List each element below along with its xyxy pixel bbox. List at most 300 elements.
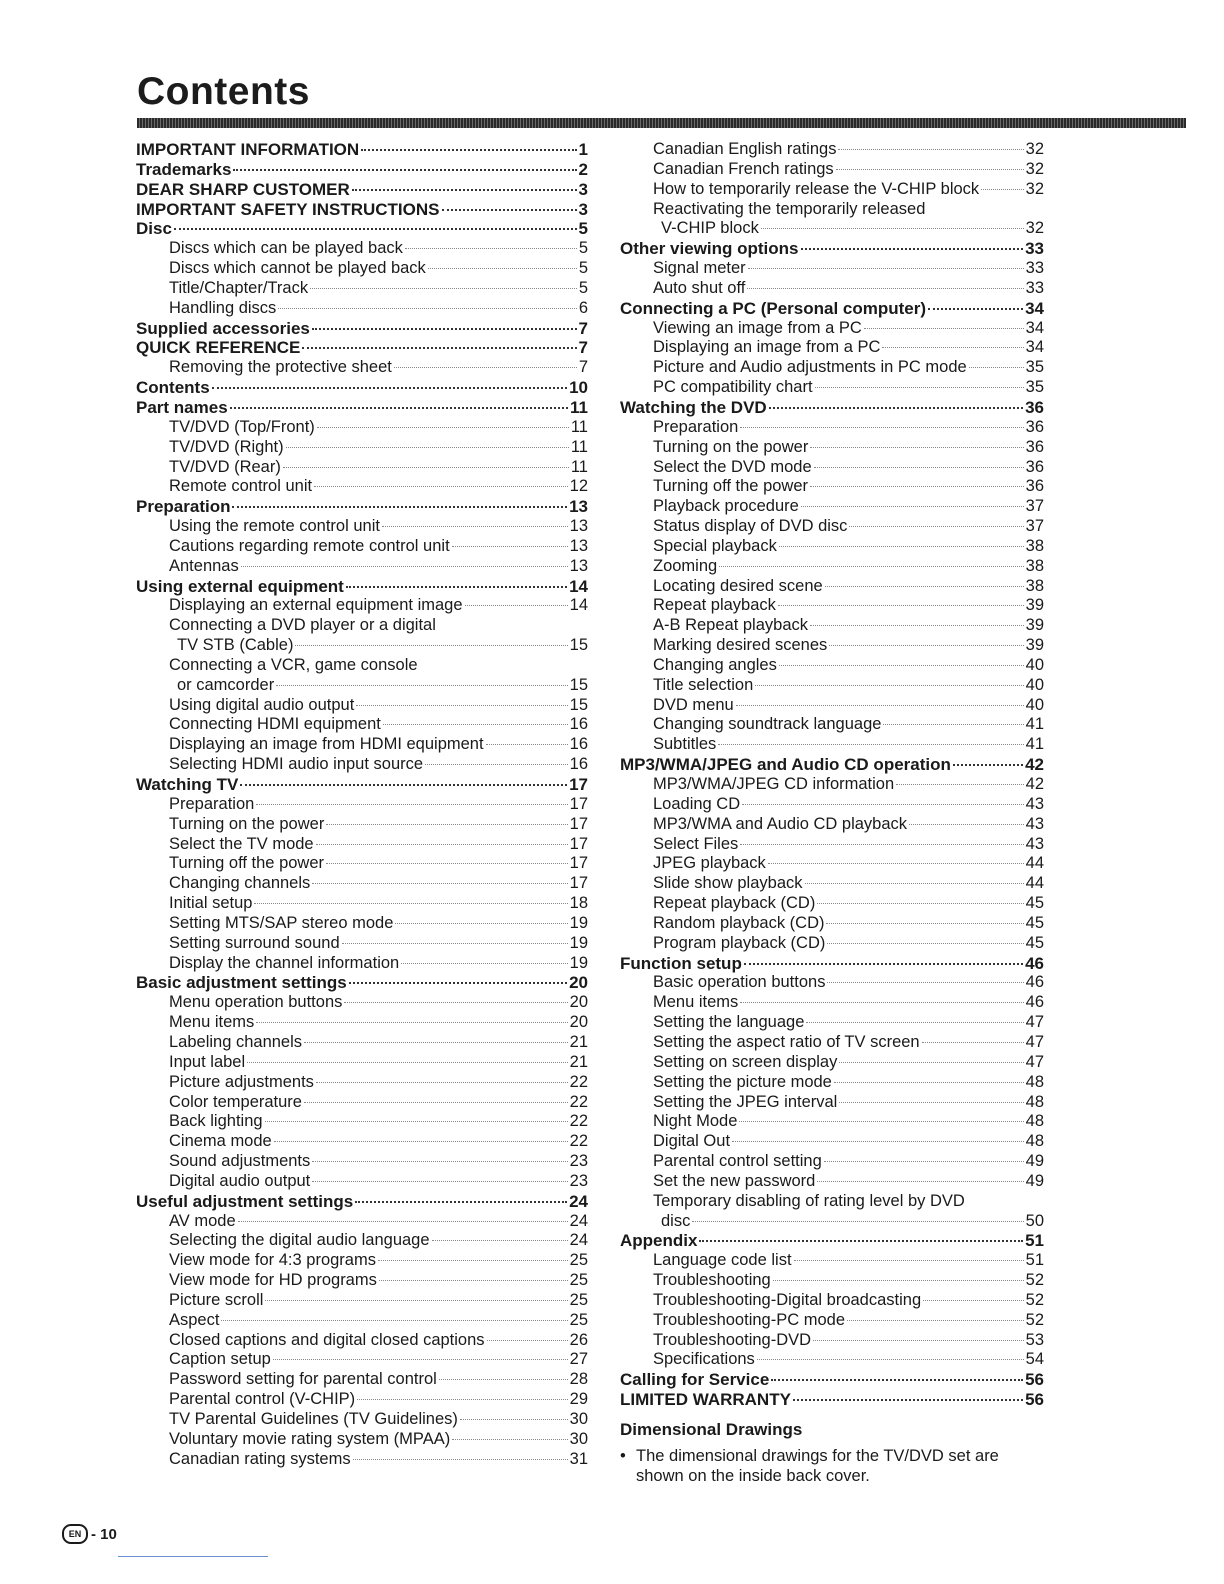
toc-entry-page: 44 <box>1025 854 1044 873</box>
toc-entry[interactable] <box>620 537 1044 557</box>
dot-leader <box>276 685 567 686</box>
dot-leader <box>806 1022 1023 1023</box>
dot-leader <box>212 387 567 389</box>
toc-entry-title: PC compatibility chart <box>653 378 813 397</box>
dot-leader <box>740 427 1023 428</box>
toc-entry-title: Playback procedure <box>653 497 799 516</box>
toc-section-entry[interactable] <box>136 338 588 358</box>
toc-entry-title: Aspect <box>169 1310 220 1329</box>
toc-entry[interactable] <box>620 438 1044 458</box>
toc-entry[interactable] <box>136 1370 588 1390</box>
toc-entry[interactable] <box>136 854 588 874</box>
dot-leader <box>256 804 567 805</box>
toc-entry[interactable] <box>620 279 1044 299</box>
toc-entry-title: Disc <box>136 219 172 239</box>
toc-entry[interactable] <box>136 596 588 616</box>
toc-entry-page: 30 <box>569 1429 588 1448</box>
toc-entry[interactable] <box>620 219 1044 239</box>
toc-entry-page: 43 <box>1025 794 1044 813</box>
dot-leader <box>241 566 568 567</box>
toc-entry[interactable] <box>620 557 1044 577</box>
toc-entry[interactable] <box>136 914 588 934</box>
toc-entry[interactable] <box>136 1450 588 1470</box>
toc-entry-page: 32 <box>1025 159 1044 178</box>
toc-entry[interactable] <box>620 1013 1044 1033</box>
toc-section-entry[interactable] <box>136 219 588 239</box>
toc-entry-page: 15 <box>569 675 588 694</box>
toc-entry-title: Title selection <box>653 675 754 694</box>
dot-leader <box>834 1082 1024 1083</box>
toc-entry[interactable] <box>136 537 588 557</box>
toc-entry-page: 32 <box>1025 219 1044 238</box>
dot-leader <box>312 1181 567 1182</box>
toc-entry-page: 33 <box>1025 278 1044 297</box>
toc-entry[interactable] <box>136 735 588 755</box>
toc-entry[interactable] <box>136 934 588 954</box>
toc-entry-page: 16 <box>569 735 588 754</box>
toc-section-entry[interactable] <box>620 755 1044 775</box>
toc-entry-page: 34 <box>1025 298 1044 318</box>
toc-entry[interactable] <box>620 338 1044 358</box>
toc-entry[interactable] <box>620 1311 1044 1331</box>
toc-entry[interactable] <box>620 140 1044 160</box>
toc-section-entry[interactable] <box>136 577 588 597</box>
toc-entry-title: Password setting for parental control <box>169 1370 437 1389</box>
toc-entry-page: 34 <box>1025 338 1044 357</box>
toc-entry-page: 42 <box>1025 775 1044 793</box>
toc-entry[interactable] <box>136 1350 588 1370</box>
toc-entry[interactable] <box>620 1073 1044 1093</box>
toc-entry-title: TV/DVD (Top/Front) <box>169 417 315 436</box>
toc-entry[interactable] <box>620 874 1044 894</box>
toc-entry[interactable] <box>136 894 588 914</box>
dot-leader <box>316 844 568 845</box>
toc-entry-page: 36 <box>1025 437 1044 456</box>
dimensional-drawings-text: The dimensional drawings for the TV/DVD set are shown on the inside back cover. <box>636 1447 999 1485</box>
dot-leader <box>265 1300 567 1301</box>
toc-entry-page: 35 <box>1025 358 1044 377</box>
toc-entry[interactable] <box>620 577 1044 597</box>
toc-entry[interactable] <box>136 1112 588 1132</box>
toc-entry[interactable] <box>136 239 588 259</box>
toc-entry-title: Picture and Audio adjustments in PC mode <box>653 358 967 377</box>
toc-entry-page: 22 <box>569 1112 588 1131</box>
toc-section-entry[interactable] <box>136 140 588 160</box>
toc-entry[interactable] <box>620 1033 1044 1053</box>
toc-entry-page: 20 <box>569 1013 588 1032</box>
toc-entry-page: 51 <box>1025 1231 1044 1251</box>
toc-entry[interactable] <box>136 1212 588 1232</box>
dot-leader <box>312 328 577 330</box>
dot-leader <box>304 1042 568 1043</box>
toc-entry[interactable] <box>136 815 588 835</box>
toc-entry-title: Marking desired scenes <box>653 636 828 655</box>
toc-entry-title: Using digital audio output <box>169 695 355 714</box>
toc-entry-page: 52 <box>1025 1310 1044 1329</box>
dot-leader <box>742 804 1024 805</box>
dot-leader <box>747 288 1023 289</box>
toc-entry[interactable] <box>620 894 1044 914</box>
toc-entry[interactable] <box>620 1271 1044 1291</box>
toc-entry-title: Canadian French ratings <box>653 159 834 178</box>
toc-entry-title: MP3/WMA/JPEG and Audio CD operation <box>620 755 951 775</box>
toc-entry[interactable] <box>620 319 1044 339</box>
toc-entry-page: 33 <box>1025 239 1044 259</box>
dot-leader <box>256 1022 567 1023</box>
toc-entry[interactable] <box>136 477 588 497</box>
toc-entry-title: Basic adjustment settings <box>136 973 347 993</box>
toc-entry[interactable] <box>620 378 1044 398</box>
toc-entry-title: TV/DVD (Rear) <box>169 457 281 476</box>
bullet-icon: • <box>620 1447 626 1465</box>
toc-entry[interactable] <box>136 1073 588 1093</box>
toc-entry[interactable] <box>136 438 588 458</box>
toc-entry-page: 28 <box>569 1370 588 1389</box>
dot-leader <box>405 248 577 249</box>
toc-entry-page: 37 <box>1025 497 1044 516</box>
toc-entry-page: 17 <box>569 775 588 794</box>
toc-entry-title: Remote control unit <box>169 477 313 496</box>
toc-entry-page: 27 <box>569 1350 588 1369</box>
toc-entry[interactable] <box>136 279 588 299</box>
dot-leader <box>428 268 577 269</box>
dot-leader <box>439 1379 568 1380</box>
toc-entry[interactable] <box>620 477 1044 497</box>
toc-entry[interactable] <box>136 954 588 974</box>
toc-entry-page: 36 <box>1025 417 1044 436</box>
toc-entry[interactable] <box>620 1093 1044 1113</box>
toc-entry-page: 6 <box>578 298 588 317</box>
toc-entry[interactable] <box>136 1093 588 1113</box>
toc-entry[interactable] <box>136 1251 588 1271</box>
dot-leader <box>981 189 1023 190</box>
toc-entry[interactable] <box>620 1132 1044 1152</box>
toc-entry[interactable] <box>136 1390 588 1410</box>
toc-entry-page: 36 <box>1025 397 1044 417</box>
toc-entry-title: Select the TV mode <box>169 834 314 853</box>
toc-entry-page: 48 <box>1025 1072 1044 1091</box>
toc-entry-page: 19 <box>569 953 588 972</box>
dot-leader <box>312 883 567 884</box>
toc-entry-title: Removing the protective sheet <box>169 358 392 377</box>
page-number <box>62 1524 117 1544</box>
toc-entry[interactable] <box>136 1271 588 1291</box>
toc-entry[interactable] <box>136 1311 588 1331</box>
toc-entry[interactable] <box>136 418 588 438</box>
toc-entry-page: 17 <box>569 814 588 833</box>
toc-entry[interactable] <box>136 1132 588 1152</box>
toc-entry-page: 19 <box>569 933 588 952</box>
toc-entry[interactable] <box>136 259 588 279</box>
toc-entry-title: Repeat playback <box>653 596 776 615</box>
dot-leader <box>382 526 568 527</box>
dot-leader <box>768 863 1024 864</box>
toc-entry[interactable] <box>136 835 588 855</box>
toc-entry-title: Changing soundtrack language <box>653 715 882 734</box>
toc-entry-page: 17 <box>569 794 588 813</box>
toc-entry-page: 5 <box>578 259 588 278</box>
dot-leader <box>452 546 568 547</box>
dot-leader <box>312 1161 567 1162</box>
toc-entry-page: 53 <box>1025 1330 1044 1349</box>
dot-leader <box>310 288 577 289</box>
toc-entry-title: AV mode <box>169 1211 236 1230</box>
dimensional-drawings-note <box>620 1446 1050 1486</box>
toc-entry[interactable] <box>620 775 1044 795</box>
dot-leader <box>316 1082 568 1083</box>
title-rule <box>137 118 1186 128</box>
toc-entry[interactable] <box>620 596 1044 616</box>
toc-entry[interactable] <box>136 517 588 537</box>
dot-leader <box>274 1141 568 1142</box>
dot-leader <box>487 1340 568 1341</box>
toc-entry-title: DEAR SHARP CUSTOMER <box>136 179 350 199</box>
toc-entry[interactable] <box>136 1331 588 1351</box>
toc-entry[interactable] <box>620 1152 1044 1172</box>
toc-entry-page: 3 <box>578 199 588 219</box>
dot-leader <box>356 705 567 706</box>
toc-entry-title: Contents <box>136 378 210 398</box>
toc-entry[interactable] <box>620 1251 1044 1271</box>
toc-entry[interactable] <box>620 160 1044 180</box>
toc-entry-title: Connecting HDMI equipment <box>169 715 381 734</box>
toc-entry-page: 25 <box>569 1251 588 1270</box>
toc-entry[interactable] <box>620 656 1044 676</box>
toc-entry[interactable] <box>136 1033 588 1053</box>
toc-entry-title: Calling for Service <box>620 1370 770 1390</box>
toc-entry-wrapped-line: Connecting a DVD player or a digital <box>169 616 436 635</box>
toc-entry-title: Digital audio output <box>169 1171 311 1190</box>
toc-entry-page: 16 <box>569 715 588 734</box>
dot-leader <box>230 407 568 409</box>
toc-entry-title: Turning on the power <box>653 437 809 456</box>
toc-section-entry[interactable] <box>136 378 588 398</box>
dot-leader <box>755 685 1023 686</box>
toc-section-entry[interactable] <box>136 497 588 517</box>
toc-entry[interactable] <box>620 914 1044 934</box>
toc-entry-page: 43 <box>1025 814 1044 833</box>
dot-leader <box>353 1459 568 1460</box>
dot-leader <box>432 1240 568 1241</box>
toc-section-entry[interactable] <box>620 239 1044 259</box>
toc-entry[interactable] <box>136 993 588 1013</box>
toc-entry-page: 29 <box>569 1390 588 1409</box>
dot-leader <box>805 883 1024 884</box>
toc-entry[interactable] <box>620 616 1044 636</box>
toc-entry[interactable] <box>620 1053 1044 1073</box>
toc-entry-title: Displaying an image from a PC <box>653 338 881 357</box>
toc-entry-title: Picture adjustments <box>169 1072 314 1091</box>
toc-entry[interactable] <box>620 1172 1044 1192</box>
dot-leader <box>349 982 567 984</box>
toc-entry-title: Other viewing options <box>620 239 799 259</box>
dot-leader <box>773 1280 1024 1281</box>
toc-entry[interactable] <box>136 1152 588 1172</box>
toc-entry[interactable] <box>620 636 1044 656</box>
toc-entry[interactable] <box>136 1013 588 1033</box>
toc-entry-page: 14 <box>569 576 588 596</box>
toc-entry[interactable] <box>620 259 1044 279</box>
toc-entry-title: IMPORTANT INFORMATION <box>136 140 360 159</box>
dot-leader <box>232 506 567 508</box>
toc-entry[interactable] <box>620 795 1044 815</box>
toc-entry[interactable] <box>620 1112 1044 1132</box>
dot-leader <box>302 347 576 349</box>
toc-section-entry[interactable] <box>136 1192 588 1212</box>
toc-entry[interactable] <box>620 1350 1044 1370</box>
toc-entry-page: 45 <box>1025 894 1044 913</box>
toc-entry-title: Select the DVD mode <box>653 457 812 476</box>
toc-entry[interactable] <box>136 1231 588 1251</box>
toc-entry-title: Sound adjustments <box>169 1152 311 1171</box>
toc-entry-title: Repeat playback (CD) <box>653 894 816 913</box>
toc-entry-title: Watching the DVD <box>620 397 767 417</box>
toc-entry[interactable] <box>620 854 1044 874</box>
toc-entry[interactable] <box>620 735 1044 755</box>
toc-entry[interactable] <box>620 1212 1044 1232</box>
toc-entry-page: 12 <box>569 477 588 496</box>
toc-entry-title: MP3/WMA and Audio CD playback <box>653 814 908 833</box>
toc-entry[interactable] <box>136 676 588 696</box>
toc-entry[interactable] <box>620 418 1044 438</box>
dot-leader <box>233 169 576 171</box>
toc-entry[interactable] <box>136 1172 588 1192</box>
toc-entry[interactable] <box>620 358 1044 378</box>
toc-entry[interactable] <box>620 1331 1044 1351</box>
dot-leader <box>810 447 1023 448</box>
dot-leader <box>221 1320 567 1321</box>
toc-entry-title: QUICK REFERENCE <box>136 338 301 358</box>
toc-entry-title: Setting on screen display <box>653 1052 838 1071</box>
toc-entry-page: 34 <box>1025 318 1044 337</box>
toc-entry-page: 45 <box>1025 933 1044 952</box>
dot-leader <box>923 1300 1024 1301</box>
toc-entry-page: 49 <box>1025 1171 1044 1190</box>
toc-entry-title: Setting the language <box>653 1013 805 1032</box>
toc-section-entry[interactable] <box>620 398 1044 418</box>
toc-entry-page: 1 <box>578 140 588 159</box>
toc-entry[interactable] <box>136 299 588 319</box>
toc-entry[interactable] <box>136 874 588 894</box>
toc-section-entry[interactable] <box>620 299 1044 319</box>
toc-entry-title: Special playback <box>653 536 777 555</box>
toc-entry[interactable] <box>136 1053 588 1073</box>
toc-entry-title: Cautions regarding remote control unit <box>169 536 450 555</box>
toc-entry-title: How to temporarily release the V-CHIP block <box>653 179 980 198</box>
dot-leader <box>909 824 1024 825</box>
dot-leader <box>882 347 1023 348</box>
toc-entry-title: Turning off the power <box>169 854 325 873</box>
toc-entry-title: Supplied accessories <box>136 318 310 338</box>
toc-entry[interactable] <box>620 715 1044 735</box>
toc-entry-page: 7 <box>578 318 588 338</box>
dot-leader <box>326 863 568 864</box>
toc-section-entry[interactable] <box>620 1390 1044 1410</box>
toc-entry-title: Labeling channels <box>169 1032 303 1051</box>
toc-entry[interactable] <box>620 1291 1044 1311</box>
dot-leader <box>486 744 568 745</box>
toc-entry[interactable] <box>620 696 1044 716</box>
toc-entry-title: Displaying an image from HDMI equipment <box>169 735 484 754</box>
toc-entry[interactable] <box>136 636 588 656</box>
footer-rule <box>118 1556 268 1557</box>
dot-leader <box>265 1121 568 1122</box>
toc-entry[interactable] <box>136 458 588 478</box>
toc-entry[interactable] <box>620 973 1044 993</box>
dot-leader <box>378 1260 568 1261</box>
dot-leader <box>295 645 567 646</box>
toc-section-entry[interactable] <box>136 398 588 418</box>
toc-section-entry[interactable] <box>136 200 588 220</box>
toc-entry-page: 48 <box>1025 1112 1044 1131</box>
dot-leader <box>838 149 1023 150</box>
toc-section-entry[interactable] <box>620 1231 1044 1251</box>
dot-leader <box>740 1002 1023 1003</box>
dot-leader <box>452 1439 567 1440</box>
toc-entry-page: 32 <box>1025 140 1044 158</box>
toc-entry-title: Antennas <box>169 556 239 575</box>
toc-section-entry[interactable] <box>620 954 1044 974</box>
toc-entry-page: 56 <box>1025 1370 1044 1390</box>
dot-leader <box>815 387 1024 388</box>
dot-leader <box>278 308 577 309</box>
toc-entry-page: 41 <box>1025 715 1044 734</box>
toc-entry-wrapped-line: Connecting a VCR, game console <box>169 655 418 674</box>
toc-entry[interactable] <box>136 1430 588 1450</box>
toc-entry-page: 35 <box>1025 378 1044 397</box>
toc-entry[interactable] <box>136 1291 588 1311</box>
dot-leader <box>304 1102 568 1103</box>
toc-entry[interactable] <box>620 497 1044 517</box>
toc-section-entry[interactable] <box>136 973 588 993</box>
toc-section-entry[interactable] <box>136 160 588 180</box>
toc-entry[interactable] <box>620 517 1044 537</box>
toc-entry[interactable] <box>620 815 1044 835</box>
toc-entry-title: Canadian English ratings <box>653 140 837 158</box>
toc-section-entry[interactable] <box>620 1370 1044 1390</box>
toc-entry[interactable] <box>136 755 588 775</box>
toc-entry[interactable] <box>136 696 588 716</box>
toc-entry-title: Initial setup <box>169 894 253 913</box>
toc-entry[interactable] <box>620 180 1044 200</box>
toc-entry[interactable] <box>136 1410 588 1430</box>
toc-entry[interactable] <box>620 934 1044 954</box>
toc-entry-page: 26 <box>569 1330 588 1349</box>
toc-entry-title: Voluntary movie rating system (MPAA) <box>169 1429 451 1448</box>
toc-entry[interactable] <box>620 835 1044 855</box>
toc-entry-page: 24 <box>569 1231 588 1250</box>
toc-section-entry[interactable] <box>136 775 588 795</box>
toc-entry[interactable] <box>136 715 588 735</box>
toc-section-entry[interactable] <box>136 180 588 200</box>
toc-entry[interactable] <box>620 993 1044 1013</box>
toc-entry-title: Loading CD <box>653 794 741 813</box>
toc-entry-title: Canadian rating systems <box>169 1449 351 1468</box>
toc-entry-page: 15 <box>569 636 588 655</box>
toc-entry-title: Using external equipment <box>136 576 344 596</box>
toc-entry[interactable] <box>136 358 588 378</box>
toc-entry-page: 46 <box>1025 973 1044 992</box>
dot-leader <box>969 367 1024 368</box>
toc-entry[interactable] <box>620 458 1044 478</box>
toc-entry-title: TV Parental Guidelines (TV Guidelines) <box>169 1410 458 1428</box>
toc-section-entry[interactable] <box>136 319 588 339</box>
toc-entry-title: Parental control (V-CHIP) <box>169 1390 356 1409</box>
toc-entry[interactable] <box>620 676 1044 696</box>
toc-entry[interactable] <box>136 795 588 815</box>
toc-entry-page: 33 <box>1025 259 1044 278</box>
toc-entry[interactable] <box>136 557 588 577</box>
